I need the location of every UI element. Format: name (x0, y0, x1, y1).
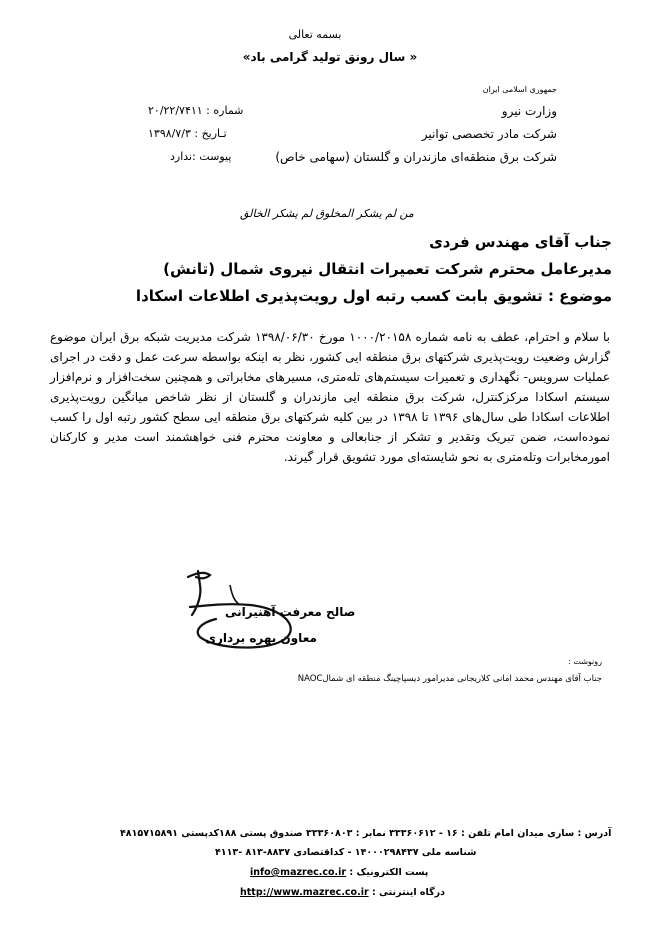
signer-title: معاون بهره برداری (205, 631, 317, 645)
parent-company-label: شرکت مادر تخصصی توانیر (421, 127, 557, 141)
salutation-line: من لم یشکر المخلوق لم یشکر الخالق (240, 207, 414, 220)
year-motto: « سال رونق تولید گرامی باد» (242, 50, 418, 64)
addressee-name: جناب آقای مهندس فردی (429, 233, 612, 251)
company-label: شرکت برق منطقه‌ای مازندران و گلستان (سهامی خاص) (275, 150, 557, 164)
addressee-title: مدیرعامل محترم شرکت تعمیرات انتقال نیروی شمال (تانش) (163, 260, 612, 278)
footer-ids: شناسه ملی ۱۴۰۰۰۲۹۸۴۳۷ - کداقتصادی ۸۸۳۷-۸۱۳ -۴۱۱۳ (215, 847, 477, 858)
website-link[interactable]: http://www.mazrec.co.ir (240, 887, 369, 898)
cc-recipient: جناب آقای مهندس محمد امانی کلاریجانی مدیرامور دیسپاچینگ منطقه ای شمالNAOC (297, 674, 602, 684)
email-link[interactable]: info@mazrec.co.ir (250, 867, 347, 878)
email-label: پست الکترونیک : (349, 867, 429, 878)
footer-email-row (250, 867, 428, 878)
cc-label: رونوشت : (568, 657, 602, 666)
web-label: درگاه اینترنتی : (371, 887, 445, 898)
signer-name: صالح معرفت آهنیرانی (225, 605, 356, 619)
footer-address: آدرس : ساری میدان امام تلفن : ۱۶ - ۳۳۳۶۰۶۱۲ نمابر : ۳۳۳۶۰۸۰۳ صندوق پستی ۱۸۸کدپستی ۴۸۱۵۷۱۵۸۹۱ (120, 828, 612, 839)
bismillah-heading: بسمه تعالی (288, 28, 342, 41)
letter-number: شماره : ۲۰/۲۲/۷۴۱۱ (148, 104, 244, 117)
letter-attachment: پیوست :ندارد (170, 150, 232, 163)
letter-body: با سلام و احترام، عطف به نامه شماره ۱۰۰۰/۲۰۱۵۸ مورخ ۱۳۹۸/۰۶/۳۰ شرکت مدیریت شبکه برق ایران موضوع گزارش وضعیت رویت‌پذیری شرکتهای برق منطقه ایی کشور، نظر به اینکه بواسطه سرعت عمل و دقت در اجرای عملیات سرویس- نگهداری و تعمیرات سیستم‌های تله‌متری، مسیرهای مخابراتی و همچنین سخت‌افزار و نرم‌افزار سیستم اسکادا مرکزکنترل، شرکت برق منطقه ایی مازندران و گلستان از نظر شاخص میانگین رویت‌پذیری اطلاعات اسکادا طی سال‌های ۱۳۹۶ تا ۱۳۹۸ در بین کلیه شرکتهای برق منطقه ایی سطح کشور رتبه اول را کسب نموده‌است، ضمن تبریک وتقدیر و تشکر از جنابعالی و معاونت محترم فنی خواهشمند است مدیر و کارکنان امورمخابرات وتله‌متری به نحو شایسته‌ای مورد تشویق قرار گیرند. (50, 330, 611, 464)
footer-web-row (240, 887, 445, 898)
republic-label: جمهوری اسلامی ایران (482, 85, 557, 94)
letter-subject: موضوع : تشویق بابت کسب رتبه اول رویت‌پذیری اطلاعات اسکادا (135, 287, 612, 305)
ministry-label: وزارت نیرو (501, 104, 557, 118)
letter-date: تـاریخ : ۱۳۹۸/۷/۳ (148, 127, 227, 140)
